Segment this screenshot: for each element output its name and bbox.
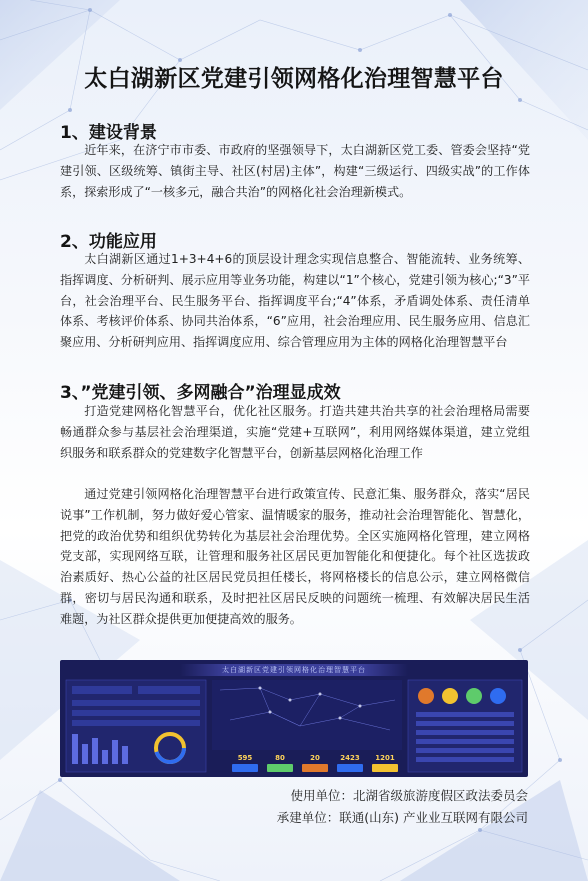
footer-user-unit: 使用单位：北湖省级旅游度假区政法委员会 (290, 788, 528, 803)
section-heading-functions: 2、功能应用 (60, 232, 157, 252)
section-paragraph-results-1: 打造党建网格化智慧平台，优化社区服务。打造共建共治共享的社会治理格局需要畅通群众参与基层社会治理渠道，实施“党建+互联网”，利用网络媒体渠道，建立党组织服务和联系群众的党建数字化智慧平台，创新基层网格化治理工作 (60, 404, 530, 460)
dashboard-stat-5: 1201 (375, 754, 395, 762)
section-heading-background: 1、建设背景 (60, 123, 157, 143)
section-paragraph-background: 近年来，在济宁市市委、市政府的坚强领导下，太白湖新区党工委、管委会坚持“党建引领、区级统筹、镇街主导、社区(村居)主体”，构建“三级运行、四级实战”的工作体系，探索形成了“一核多元，融合共治”的网格化社会治理新模式。 (60, 143, 530, 199)
dashboard-stat-1: 595 (237, 754, 253, 762)
footer-builder-unit: 承建单位：联通(山东) 产业业互联网有限公司 (276, 810, 528, 825)
dashboard-stat-2: 80 (275, 754, 285, 762)
dashboard-title: 太白湖新区党建引领网格化治理智慧平台 (180, 664, 408, 676)
page-title: 太白湖新区党建引领网格化治理智慧平台 (84, 66, 504, 92)
section-paragraph-functions: 太白湖新区通过1+3+4+6的顶层设计理念实现信息整合、智能流转、业务统筹、指挥调度、分析研判、展示应用等业务功能，构建以“1”个核心，党建引领为核心;“3”平台，社会治理平台、民生服务平台、指挥调度平台;“4”体系，矛盾调处体系、责任清单体系、考核评价体系、协同共治体系，“6”应用，社会治理应用、民生服务应用、信息汇聚应用、分析研判应用、指挥调度应用、综合管理应用为主体的网格化治理智慧平台 (60, 252, 530, 350)
dashboard-stat-3: 20 (310, 754, 320, 762)
dashboard-screenshot (60, 660, 528, 777)
dashboard-graphic (60, 660, 528, 777)
dashboard-stat-4: 2423 (340, 754, 360, 762)
section-heading-results: 3、”党建引领、多网融合”治理显成效 (60, 383, 341, 403)
section-paragraph-results-2: 通过党建引领网格化治理智慧平台进行政策宣传、民意汇集、服务群众，落实“居民说事”工作机制，努力做好爱心管家、温情暖家的服务，推动社会治理智能化、智慧化，把党的政治优势和组织优势转化为基层社会治理优势。全区实施网格化管理，建立网格党支部，实现网络互联，让管理和服务社区居民更加智能化和便捷化。每个社区选拔政治素质好、热心公益的社区居民党员担任楼长，将网格楼长的信息公示，建立网格微信群，密切与居民沟通和联系，及时把社区居民反映的问题统一梳理、有效解决居民生活难题，为社区群众提供更加便捷高效的服务。 (60, 487, 530, 626)
